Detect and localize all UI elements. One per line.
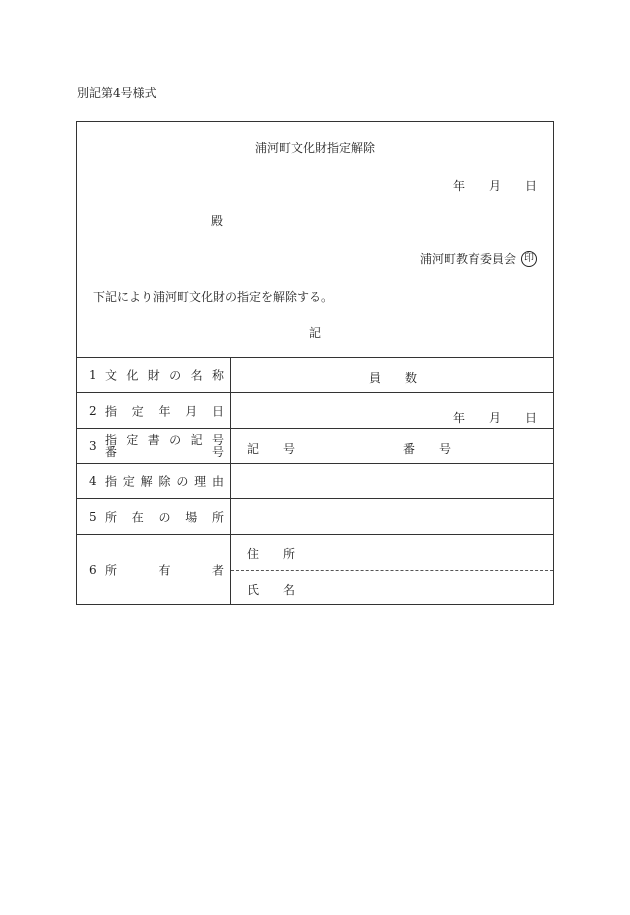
seal-icon: 印 [521, 251, 537, 267]
label-char: 定 [126, 433, 139, 447]
row-value [231, 499, 553, 534]
table-row [77, 392, 553, 428]
row-value [231, 535, 553, 604]
label-char: 文 [105, 368, 118, 383]
document-title: 浦河町文化財指定解除 [254, 141, 375, 155]
row-value [231, 464, 553, 498]
label-text [105, 561, 224, 578]
label-char: の [169, 433, 182, 447]
label-char: 有 [158, 563, 171, 577]
label-char: 書 [147, 433, 160, 447]
table-row [77, 463, 553, 498]
label-char: 指 [105, 474, 118, 489]
label-char: 年 [158, 404, 171, 418]
label-char: 所 [105, 510, 118, 524]
row-label [77, 535, 231, 604]
issue-date: 年 月 日 [452, 179, 537, 193]
label-char: 解 [140, 474, 153, 489]
row-label [77, 429, 231, 463]
label-text [105, 367, 224, 384]
address-label: 住 所 [247, 547, 296, 561]
table-row [77, 428, 553, 463]
row-number: 4 [89, 474, 97, 488]
issuer-line [420, 250, 537, 267]
label-char: 指 [105, 404, 118, 418]
row-number: 2 [89, 403, 97, 418]
label-text [105, 434, 224, 458]
body-text: 下記により浦河町文化財の指定を解除する。 [93, 290, 334, 304]
row-label [77, 499, 231, 534]
label-text [105, 508, 224, 525]
label-char: 在 [131, 510, 144, 524]
label-char: 所 [211, 510, 224, 524]
label-char: の [176, 474, 189, 489]
form-number: 別記第4号様式 [77, 86, 157, 100]
label-char: 除 [158, 474, 171, 489]
label-char: 定 [122, 474, 135, 489]
label-char: の [169, 368, 182, 383]
name-label: 氏 名 [247, 583, 296, 597]
certificate-frame [76, 121, 554, 605]
label-char: 日 [211, 404, 224, 418]
row-value [231, 429, 553, 463]
table-row [77, 357, 553, 392]
label-char: 名 [190, 368, 203, 383]
label-text [105, 402, 224, 419]
row-value [231, 393, 553, 428]
label-char: 称 [211, 368, 224, 383]
label-char: 財 [147, 368, 160, 383]
table-row [77, 498, 553, 534]
designation-date: 年 月 日 [452, 411, 537, 425]
label-char: 理 [194, 474, 207, 489]
ki-heading: 記 [308, 326, 321, 340]
label-char: 番 [105, 445, 118, 459]
row-label [77, 358, 231, 392]
label-char: 由 [211, 474, 224, 489]
label-char: 号 [211, 433, 224, 447]
row-number: 6 [89, 562, 97, 577]
label-char: 者 [211, 563, 224, 577]
row-label [77, 464, 231, 498]
label-char: の [158, 510, 171, 524]
label-char: 指 [105, 433, 118, 447]
row-label [77, 393, 231, 428]
kigou-label: 記 号 [247, 442, 296, 456]
label-char: 定 [131, 404, 144, 418]
table-row [77, 534, 553, 604]
row-number: 3 [89, 439, 97, 453]
row-number: 1 [89, 368, 97, 382]
label-text [105, 473, 224, 490]
row-value [231, 358, 553, 392]
label-char: 場 [185, 510, 198, 524]
label-char: 化 [126, 368, 139, 383]
issuer-name: 浦河町教育委員会 [419, 252, 516, 266]
bangou-label: 番 号 [403, 442, 452, 456]
label-char: 所 [105, 563, 118, 577]
label-char: 号 [211, 445, 224, 459]
row-number: 5 [89, 509, 97, 524]
label-char: 月 [185, 404, 198, 418]
quantity-label: 員 数 [369, 371, 418, 385]
addressee-honorific: 殿 [211, 214, 224, 228]
label-char: 記 [190, 433, 203, 447]
